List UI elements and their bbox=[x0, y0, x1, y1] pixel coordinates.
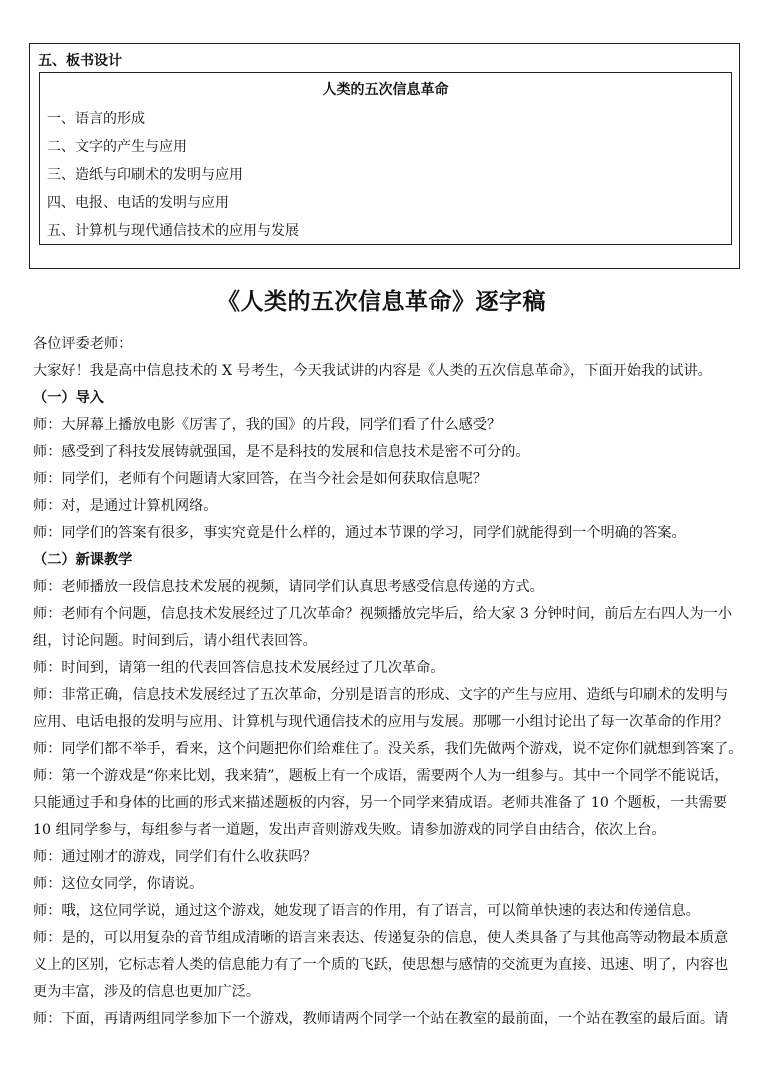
transcript-line: 师：下面，再请两组同学参加下一个游戏，教师请两个同学一个站在教室的最前面，一个站在教室的最后面。请 bbox=[33, 1011, 729, 1027]
board-item: 二、文字的产生与应用 bbox=[47, 139, 187, 155]
board-item: 一、语言的形成 bbox=[47, 111, 145, 127]
board-design-title: 人类的五次信息革命 bbox=[322, 82, 449, 98]
section-heading-intro: （一）导入 bbox=[33, 390, 104, 406]
salutation: 各位评委老师： bbox=[33, 336, 133, 352]
transcript-title: 《人类的五次信息革命》逐字稿 bbox=[217, 288, 546, 315]
transcript-line: 组，讨论问题。时间到后，请小组代表回答。 bbox=[33, 633, 317, 649]
transcript-line: 师：同学们都不举手，看来，这个问题把你们给难住了。没关系，我们先做两个游戏，说不定你们就想到答案了。 bbox=[33, 741, 743, 757]
transcript-line: 师：这位女同学，你请说。 bbox=[33, 876, 204, 892]
transcript-line: 师：大屏幕上播放电影《厉害了，我的国》的片段，同学们看了什么感受？ bbox=[33, 417, 502, 433]
transcript-line: 师：同学们，老师有个问题请大家回答，在当今社会是如何获取信息呢？ bbox=[33, 471, 488, 487]
transcript-line: 师：同学们的答案有很多，事实究竟是什么样的，通过本节课的学习，同学们就能得到一个明确的答案。 bbox=[33, 525, 686, 541]
transcript-line: 只能通过手和身体的比画的形式来描述题板的内容，另一个同学来猜成语。老师共准备了 10 个题板，一共需要 bbox=[33, 795, 727, 811]
transcript-line: 义上的区别，它标志着人类的信息能力有了一个质的飞跃，使思想与感情的交流更为直接、迅速、明了，内容也 bbox=[33, 957, 729, 973]
board-item: 三、造纸与印刷术的发明与应用 bbox=[47, 167, 243, 183]
transcript-line: 应用、电话电报的发明与应用、计算机与现代通信技术的应用与发展。那哪一小组讨论出了每一次革命的作用？ bbox=[33, 714, 729, 730]
transcript-line: 师：时间到，请第一组的代表回答信息技术发展经过了几次革命。 bbox=[33, 660, 445, 676]
transcript-line: 大家好！我是高中信息技术的 X 号考生，今天我试讲的内容是《人类的五次信息革命》，下面开始我的试讲。 bbox=[33, 363, 712, 379]
transcript-line: 师：老师播放一段信息技术发展的视频，请同学们认真思考感受信息传递的方式。 bbox=[33, 579, 544, 595]
board-item: 五、计算机与现代通信技术的应用与发展 bbox=[47, 223, 299, 239]
transcript-line: 更为丰富，涉及的信息也更加广泛。 bbox=[33, 984, 261, 1000]
transcript-line: 师：感受到了科技发展铸就强国，是不是科技的发展和信息技术是密不可分的。 bbox=[33, 444, 530, 460]
transcript-line: 师：哦，这位同学说，通过这个游戏，她发现了语言的作用，有了语言，可以简单快速的表达和传递信息。 bbox=[33, 903, 700, 919]
transcript-line: 师：对，是通过计算机网络。 bbox=[33, 498, 218, 514]
board-item: 四、电报、电话的发明与应用 bbox=[47, 195, 229, 211]
board-design-heading: 五、板书设计 bbox=[38, 53, 122, 69]
transcript-line: 师：是的，可以用复杂的音节组成清晰的语言来表达、传递复杂的信息，使人类具备了与其他高等动物最本质意 bbox=[33, 930, 729, 946]
transcript-line: 师：老师有个问题，信息技术发展经过了几次革命？视频播放完毕后，给大家 3 分钟时间，前后左右四人为一小 bbox=[33, 606, 733, 622]
section-heading-new-lesson: （二）新课教学 bbox=[33, 552, 133, 568]
transcript-line: 师：第一个游戏是“你来比划，我来猜”，题板上有一个成语，需要两个人为一组参与。其中一个同学不能说话， bbox=[33, 768, 729, 784]
transcript-line: 师：非常正确，信息技术发展经过了五次革命，分别是语言的形成、文字的产生与应用、造纸与印刷术的发明与 bbox=[33, 687, 729, 703]
transcript-line: 师：通过刚才的游戏，同学们有什么收获吗？ bbox=[33, 849, 317, 865]
transcript-line: 10 组同学参与，每组参与者一道题，发出声音则游戏失败。请参加游戏的同学自由结合，依次上台。 bbox=[33, 822, 666, 838]
